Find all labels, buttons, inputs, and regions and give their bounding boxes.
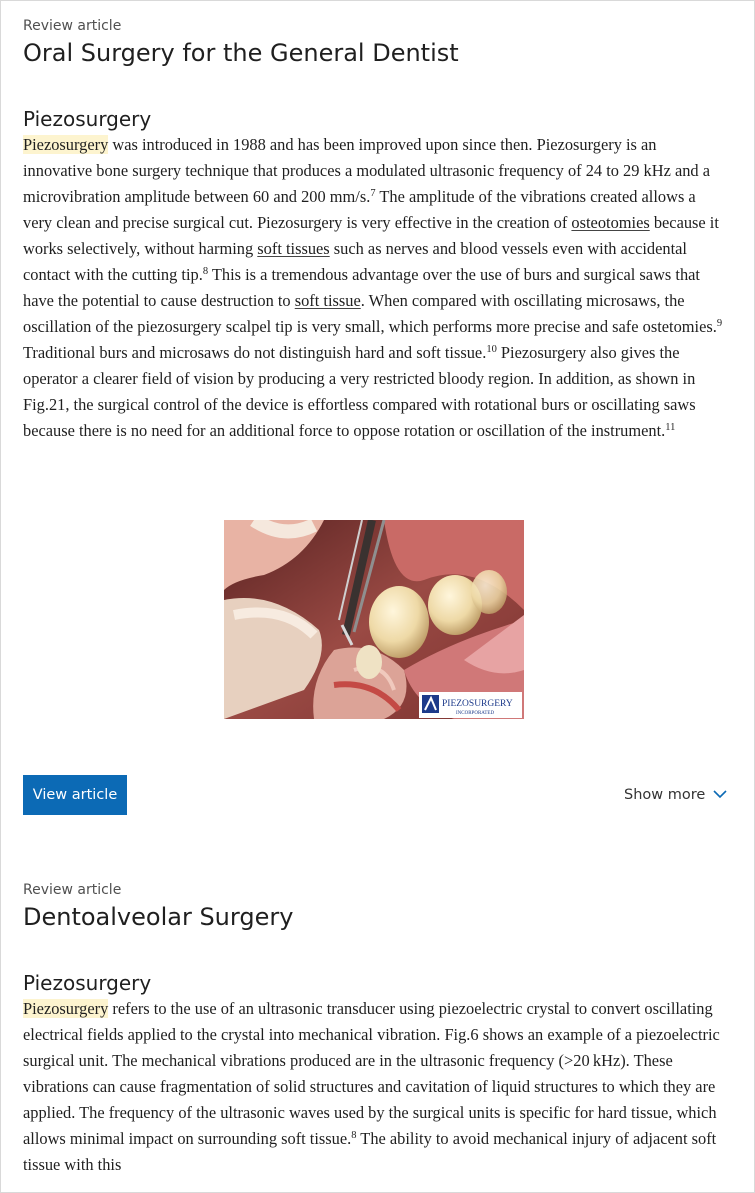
text-run: The ability to avoid mechanical injury of adjacent soft tissue with this [23,1129,717,1174]
text-run: because it works selectively, without harming [23,213,719,258]
reference-number[interactable]: 10 [486,344,497,355]
chevron-down-icon [713,790,727,799]
article-title[interactable]: Oral Surgery for the General Dentist [23,39,459,67]
snippet-paragraph [23,132,725,444]
text-run: Piezosurgery also gives the operator a clearer field of vision by producing a very restricted bloody region. In addition, as shown in Fig.21, the surgical control of the device is effortless compared with rotational burs or oscillating saws because there is no need for an additional force to oppose rotation or oscillation of the instrument. [23,343,696,440]
article-snippet-2 [23,970,725,1178]
article-snippet-1 [23,106,725,444]
article-type-label: Review article [23,882,122,898]
show-more-button[interactable] [624,785,727,805]
figure-logo-text: PIEZOSURGERY [442,699,513,709]
search-highlight: Piezosurgery [23,999,109,1018]
snippet-paragraph [23,996,725,1178]
article-card-1 [23,17,725,69]
article-card-2 [23,881,725,933]
section-heading: Piezosurgery [23,971,152,995]
show-more-label: Show more [624,787,706,803]
article-title[interactable]: Dentoalveolar Surgery [23,903,294,931]
text-run: This is a tremendous advantage over the use of burs and surgical saws that have the potential to cause destruction to [23,265,700,310]
reference-number[interactable]: 7 [370,188,376,199]
topic-link[interactable]: osteotomies [571,213,650,232]
view-article-button[interactable]: View article [23,775,127,815]
text-run: was introduced in 1988 and has been improved upon since then. Piezosurgery is an innovative bone surgery technique that produces a modulated ultrasonic frequency of 24 to 29 kHz and a microvibration amplitude between 60 and 200 mm/s. [23,135,710,206]
article-type-label: Review article [23,18,122,34]
topic-link[interactable]: soft tissue [294,291,361,310]
reference-number[interactable]: 11 [665,422,676,433]
text-run: The amplitude of the vibrations created allows a very clean and precise surgical cut. Piezosurgery is very effective in the creation of [23,187,696,232]
text-run: such as nerves and blood vessels even with accidental contact with the cutting tip. [23,239,687,284]
surgery-figure-image [224,520,524,719]
text-run: . When compared with oscillating microsaws, the oscillation of the piezosurgery scalpel tip is very small, which performs more precise and safe ostetomies. [23,291,717,336]
figure-logo-subtext: INCORPORATED [456,711,495,716]
text-run: Traditional burs and microsaws do not distinguish hard and soft tissue. [23,343,487,362]
section-heading: Piezosurgery [23,107,152,131]
search-highlight: Piezosurgery [23,135,109,154]
reference-number[interactable]: 8 [351,1130,357,1141]
topic-link[interactable]: soft tissues [257,239,330,258]
reference-number[interactable]: 8 [202,266,209,277]
reference-number[interactable]: 9 [716,318,723,329]
text-run: refers to the use of an ultrasonic transducer using piezoelectric crystal to convert oscillating electrical fields applied to the crystal into mechanical vibration. Fig.6 shows an example of a piezoelectric surgical unit. The mechanical vibrations produced are in the ultrasonic frequency (>20 kHz). These vibrations can cause fragmentation of solid structures and cavitation of liquid structures to which they are applied. The frequency of the ultrasonic waves used by the surgical units is specific for hard tissue, which allows minimal impact on surrounding soft tissue. [23,999,720,1148]
